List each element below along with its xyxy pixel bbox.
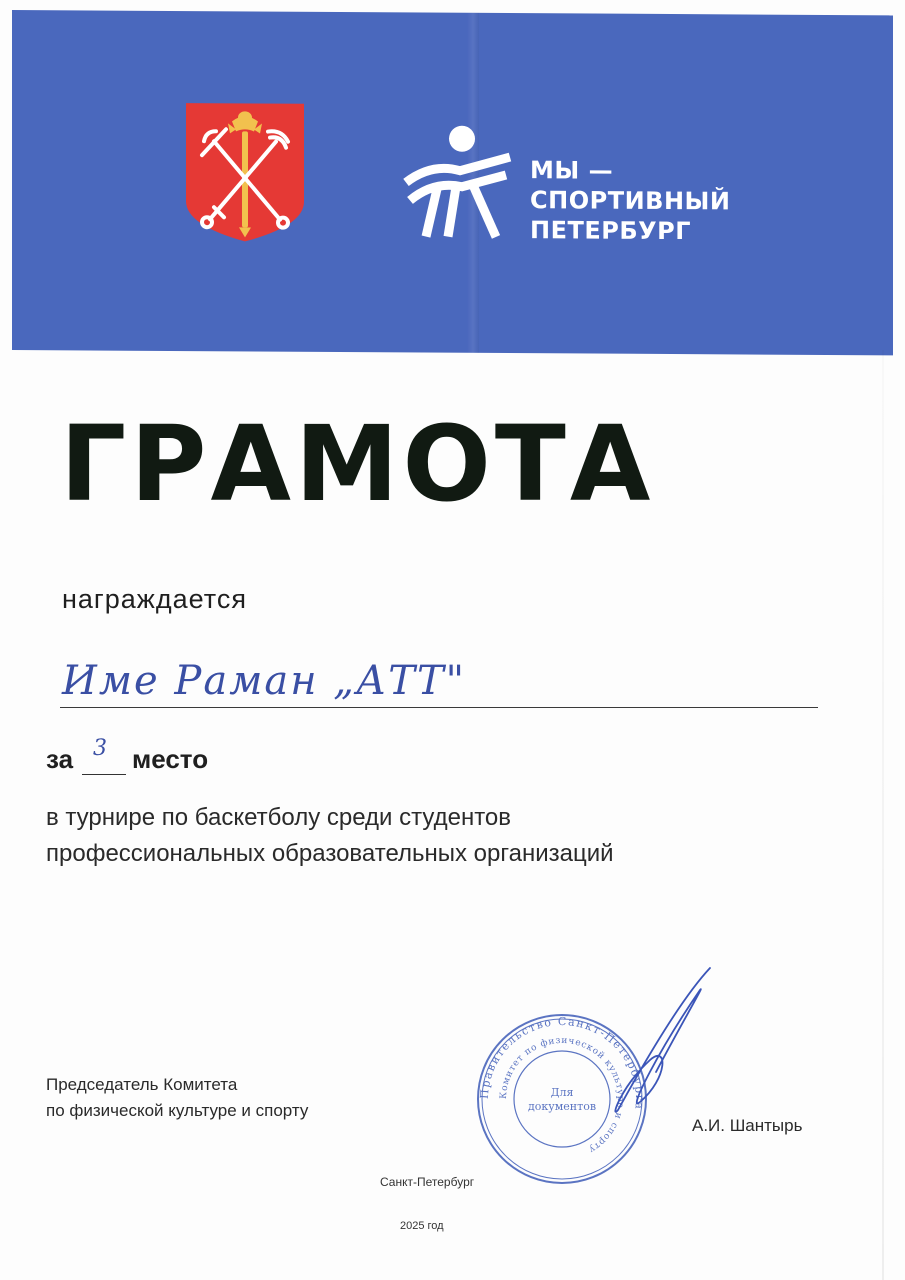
brand-line-3: ПЕТЕРБУРГ — [530, 216, 692, 246]
signer-name: А.И. Шантырь — [692, 1116, 803, 1135]
description-line-1: в турнире по баскетболу среди студентов — [46, 804, 512, 831]
sport-figure-logo-icon — [402, 120, 517, 243]
chair-position — [46, 1072, 308, 1124]
recipient-name: Име Раман „АТТ" — [62, 658, 467, 704]
coat-of-arms-icon — [184, 101, 306, 244]
award-description — [46, 800, 614, 872]
description-line-2: профессиональных образовательных организаций — [46, 840, 614, 867]
year-label: 2025 год — [400, 1220, 444, 1232]
stamp-center-line-2: документов — [527, 1100, 597, 1113]
city-label: Санкт-Петербург — [380, 1175, 475, 1189]
brand-line-1: МЫ — — [530, 156, 614, 185]
za-label: за — [46, 744, 74, 774]
brand-line-2: СПОРТИВНЫЙ — [530, 186, 731, 216]
signature-icon — [560, 960, 730, 1120]
awarded-label: награждается — [62, 584, 247, 614]
certificate-title: ГРАМОТА — [60, 403, 655, 525]
place-underline — [82, 774, 126, 775]
stamp-inner-text: Комитет по физической культуре и спорту — [498, 1035, 626, 1155]
stamp-center-line-1: Для — [550, 1086, 574, 1099]
place-number: 3 — [93, 736, 107, 761]
recipient-underline — [60, 707, 818, 708]
header-banner — [12, 10, 893, 355]
chair-line-2: по физической культуре и спорту — [46, 1101, 309, 1120]
place-label: место — [132, 744, 209, 774]
chair-line-1: Председатель Комитета — [46, 1075, 238, 1094]
brand-text — [530, 155, 730, 246]
scan-edge — [882, 350, 884, 1280]
stamp-outer-text: Правительство Санкт-Петербурга — [477, 1014, 647, 1111]
